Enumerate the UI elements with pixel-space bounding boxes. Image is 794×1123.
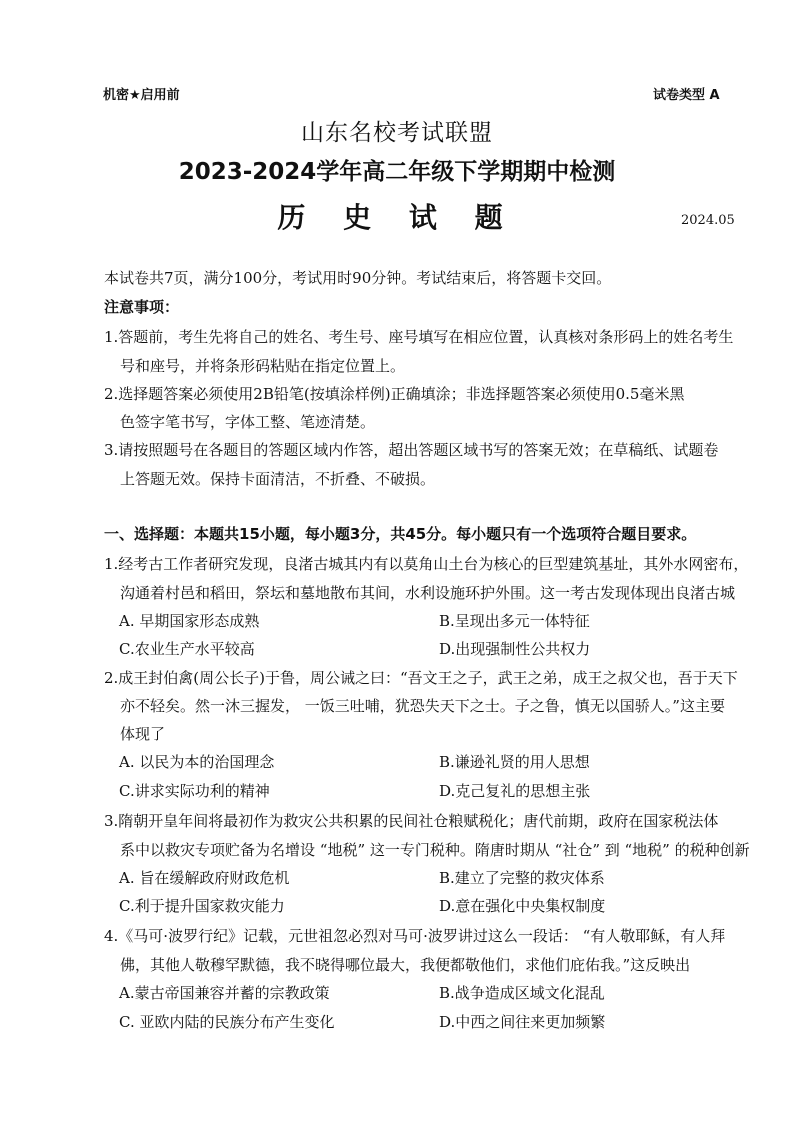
note-2-line-2: 色签字笔书写，字体工整、笔迹清楚。 bbox=[120, 413, 376, 431]
subject-title: 历 史 试 题 bbox=[277, 201, 517, 234]
q4-stem-line-2: 佛，其他人敬穆罕默德，我不晓得哪位最大，我便都敬他们，求他们庇佑我。”这反映出 bbox=[120, 956, 691, 974]
q3-option-a: A. 旨在缓解政府财政危机 bbox=[119, 869, 290, 887]
q1-option-b: B.呈现出多元一体特征 bbox=[439, 612, 590, 630]
q4-option-a: A.蒙古帝国兼容并蓄的宗教政策 bbox=[119, 984, 330, 1002]
q2-stem-line-2: 亦不轻矣。然一沐三握发， 一饭三吐哺，犹恐失天下之士。子之鲁，慎无以国骄人。”这主要 bbox=[120, 697, 725, 715]
q1-stem-line-2: 沟通着村邑和稻田，祭坛和墓地散布其间，水利设施环护外围。这一考古发现体现出良渚古城 bbox=[120, 584, 736, 602]
q4-stem-line-1: 4.《马可·波罗行纪》记载，元世祖忽必烈对马可·波罗讲过这么一段话： “有人敬耶稣，有人拜 bbox=[104, 927, 726, 945]
q3-option-c: C.利于提升国家救灾能力 bbox=[119, 897, 285, 915]
exam-title: 2023-2024学年高二年级下学期期中检测 bbox=[178, 159, 616, 185]
q3-option-d: D.意在强化中央集权制度 bbox=[439, 897, 606, 915]
paper-type-label: 试卷类型 A bbox=[653, 88, 720, 103]
q4-option-b: B.战争造成区域文化混乱 bbox=[439, 984, 605, 1002]
q3-stem-line-1: 3.隋朝开皇年间将最初作为救灾公共积累的民间社仓粮赋税化；唐代前期，政府在国家税法体 bbox=[104, 812, 719, 830]
note-2-line-1: 2.选择题答案必须使用2B铅笔(按填涂样例)正确填涂；非选择题答案必须使用0.5毫米黑 bbox=[104, 385, 685, 403]
q1-option-c: C.农业生产水平较高 bbox=[119, 640, 255, 658]
q4-option-d: D.中西之间往来更加频繁 bbox=[439, 1013, 606, 1031]
q3-option-b: B.建立了完整的救灾体系 bbox=[439, 869, 605, 887]
q1-option-d: D.出现强制性公共权力 bbox=[439, 640, 591, 658]
q1-stem-line-1: 1.经考古工作者研究发现，良渚古城其内有以莫角山土台为核心的巨型建筑基址，其外水网密布， bbox=[104, 555, 749, 573]
notes-heading: 注意事项： bbox=[104, 298, 180, 316]
note-3-line-1: 3.请按照题号在各题目的答题区域内作答，超出答题区域书写的答案无效；在草稿纸、试题卷 bbox=[104, 441, 719, 459]
q2-option-d: D.克己复礼的思想主张 bbox=[439, 782, 591, 800]
q1-option-a: A. 早期国家形态成熟 bbox=[119, 612, 260, 630]
q2-option-b: B.谦逊礼贤的用人思想 bbox=[439, 753, 590, 771]
q3-stem-line-2: 系中以救灾专项贮备为名增设 “地税” 这一专门税种。隋唐时期从 “社仓” 到 “地税” 的税种创新 bbox=[120, 841, 750, 859]
q2-option-a: A. 以民为本的治国理念 bbox=[119, 753, 275, 771]
section-heading: 一、选择题：本题共15小题，每小题3分，共45分。每小题只有一个选项符合题目要求。 bbox=[104, 525, 697, 543]
note-1-line-1: 1.答题前，考生先将自己的姓名、考生号、座号填写在相应位置，认真核对条形码上的姓名考生 bbox=[104, 328, 734, 346]
alliance-title: 山东名校考试联盟 bbox=[301, 120, 493, 146]
note-1-line-2: 号和座号，并将条形码粘贴在指定位置上。 bbox=[120, 357, 406, 375]
exam-date: 2024.05 bbox=[681, 213, 735, 228]
q2-stem-line-3: 体现了 bbox=[120, 725, 166, 743]
q2-stem-line-1: 2.成王封伯禽(周公长子)于鲁，周公诫之曰：“吾文王之子，武王之弟，成王之叔父也，吾于天下 bbox=[104, 669, 738, 687]
intro-text: 本试卷共7页，满分100分，考试用时90分钟。考试结束后，将答题卡交回。 bbox=[104, 269, 612, 287]
confidential-label: 机密★启用前 bbox=[103, 88, 180, 103]
q4-option-c: C. 亚欧内陆的民族分布产生变化 bbox=[119, 1013, 335, 1031]
q2-option-c: C.讲求实际功利的精神 bbox=[119, 782, 270, 800]
note-3-line-2: 上答题无效。保持卡面清洁，不折叠、不破损。 bbox=[120, 470, 436, 488]
